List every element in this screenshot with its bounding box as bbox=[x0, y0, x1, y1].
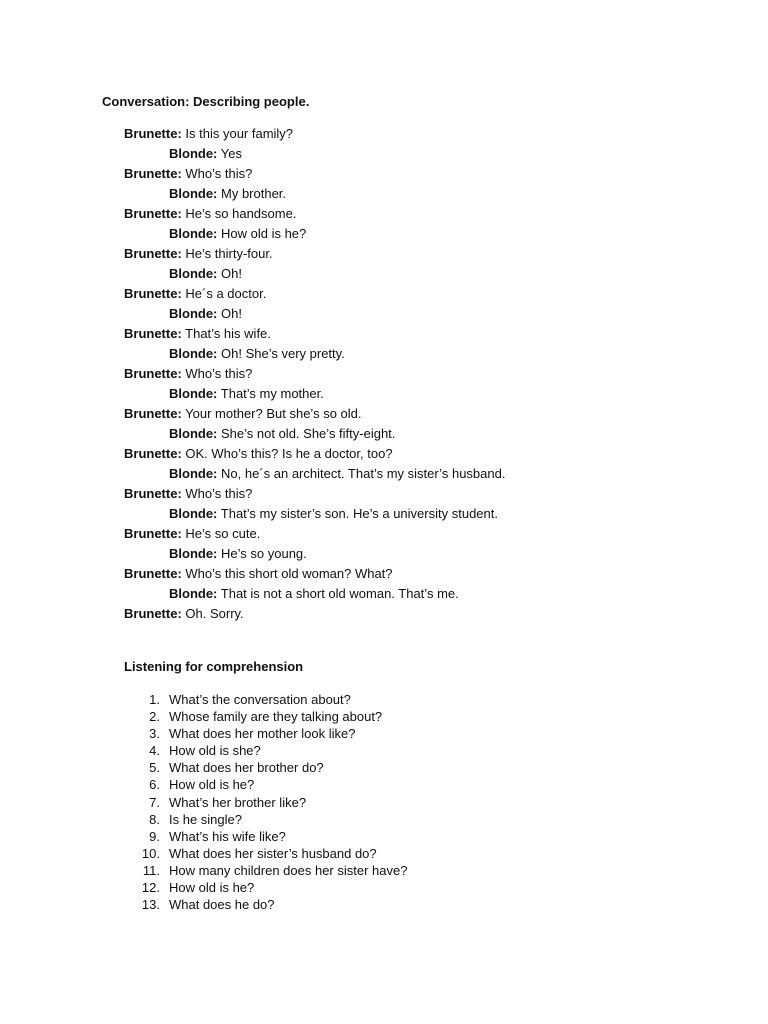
dialogue-text: Who’s this? bbox=[181, 366, 253, 381]
speaker-name: Blonde: bbox=[169, 146, 218, 161]
speaker-name: Blonde: bbox=[169, 306, 218, 321]
dialogue-text: Oh. Sorry. bbox=[181, 606, 244, 621]
question-number: 13. bbox=[141, 897, 160, 913]
speaker-name: Brunette: bbox=[124, 486, 182, 501]
dialogue-line bbox=[0, 246, 768, 266]
dialogue-text: No, he´s an architect. That’s my sister’s husband. bbox=[217, 466, 506, 481]
question-number: 8. bbox=[149, 811, 160, 827]
dialogue-line bbox=[0, 126, 768, 146]
dialogue-line bbox=[0, 306, 768, 326]
question-text: What does her brother do? bbox=[169, 760, 324, 776]
question-item bbox=[0, 846, 768, 863]
question-number: 5. bbox=[149, 760, 160, 776]
dialogue-text: Yes bbox=[217, 146, 242, 161]
question-text: Is he single? bbox=[169, 811, 242, 827]
question-number: 3. bbox=[149, 726, 160, 742]
question-item bbox=[0, 897, 768, 914]
speaker-name: Brunette: bbox=[124, 526, 182, 541]
dialogue-line bbox=[0, 566, 768, 586]
dialogue-line bbox=[0, 466, 768, 486]
dialogue-line bbox=[0, 546, 768, 566]
question-text: How old is he? bbox=[169, 880, 255, 896]
dialogue bbox=[0, 126, 768, 626]
dialogue-text: Who’s this short old woman? What? bbox=[181, 566, 393, 581]
question-item bbox=[0, 777, 768, 794]
speaker-name: Blonde: bbox=[169, 466, 218, 481]
question-number: 6. bbox=[149, 777, 160, 793]
question-number: 9. bbox=[149, 828, 160, 844]
question-item bbox=[0, 880, 768, 897]
speaker-name: Blonde: bbox=[169, 546, 218, 561]
question-item bbox=[0, 863, 768, 880]
dialogue-line bbox=[0, 486, 768, 506]
question-item bbox=[0, 726, 768, 743]
question-text: How old is she? bbox=[169, 743, 261, 759]
question-text: What’s his wife like? bbox=[169, 828, 286, 844]
dialogue-line bbox=[0, 586, 768, 606]
dialogue-text: Who’s this? bbox=[181, 166, 253, 181]
speaker-name: Brunette: bbox=[124, 366, 182, 381]
dialogue-text: Oh! bbox=[217, 306, 242, 321]
question-number: 12. bbox=[141, 880, 160, 896]
dialogue-text: That’s his wife. bbox=[181, 326, 271, 341]
dialogue-text: That’s my sister’s son. He’s a university student. bbox=[217, 506, 498, 521]
dialogue-text: She’s not old. She’s fifty-eight. bbox=[217, 426, 396, 441]
question-number: 1. bbox=[149, 692, 160, 707]
question-item bbox=[0, 760, 768, 777]
question-number: 7. bbox=[149, 794, 160, 810]
dialogue-text: Oh! bbox=[217, 266, 242, 281]
question-text: Whose family are they talking about? bbox=[169, 709, 383, 725]
dialogue-line bbox=[0, 226, 768, 246]
speaker-name: Brunette: bbox=[124, 606, 182, 621]
dialogue-line bbox=[0, 186, 768, 206]
dialogue-text: OK. Who’s this? Is he a doctor, too? bbox=[181, 446, 393, 461]
speaker-name: Blonde: bbox=[169, 426, 218, 441]
speaker-name: Brunette: bbox=[124, 126, 182, 141]
dialogue-text: Oh! She’s very pretty. bbox=[217, 346, 345, 361]
question-text: What’s her brother like? bbox=[169, 794, 307, 810]
dialogue-line bbox=[0, 506, 768, 526]
dialogue-line bbox=[0, 446, 768, 466]
dialogue-line bbox=[0, 326, 768, 346]
question-item bbox=[0, 795, 768, 812]
dialogue-line bbox=[0, 426, 768, 446]
speaker-name: Blonde: bbox=[169, 226, 218, 241]
dialogue-line bbox=[0, 526, 768, 546]
dialogue-text: My brother. bbox=[217, 186, 287, 201]
speaker-name: Brunette: bbox=[124, 446, 182, 461]
dialogue-text: That’s my mother. bbox=[217, 386, 324, 401]
question-text: What’s the conversation about? bbox=[169, 692, 351, 707]
question-text: How old is he? bbox=[169, 777, 255, 793]
dialogue-text: He’s so young. bbox=[217, 546, 307, 561]
question-text: How many children does her sister have? bbox=[169, 862, 408, 878]
speaker-name: Brunette: bbox=[124, 286, 182, 301]
dialogue-text: Is this your family? bbox=[181, 126, 294, 141]
question-item bbox=[0, 743, 768, 760]
dialogue-line bbox=[0, 366, 768, 386]
question-text: What does her sister’s husband do? bbox=[169, 845, 377, 861]
dialogue-text: He´s a doctor. bbox=[181, 286, 267, 301]
dialogue-line bbox=[0, 206, 768, 226]
dialogue-text: Who’s this? bbox=[181, 486, 253, 501]
question-item bbox=[0, 829, 768, 846]
dialogue-text: He’s so cute. bbox=[181, 526, 261, 541]
dialogue-line bbox=[0, 266, 768, 286]
speaker-name: Brunette: bbox=[124, 246, 182, 261]
speaker-name: Brunette: bbox=[124, 206, 182, 221]
dialogue-line bbox=[0, 346, 768, 366]
dialogue-text: He’s so handsome. bbox=[181, 206, 297, 221]
speaker-name: Blonde: bbox=[169, 506, 218, 521]
dialogue-line bbox=[0, 146, 768, 166]
speaker-name: Blonde: bbox=[169, 346, 218, 361]
speaker-name: Blonde: bbox=[169, 266, 218, 281]
question-item bbox=[0, 812, 768, 829]
dialogue-text: He’s thirty-four. bbox=[181, 246, 273, 261]
question-item bbox=[0, 692, 768, 709]
speaker-name: Blonde: bbox=[169, 186, 218, 201]
speaker-name: Brunette: bbox=[124, 326, 182, 341]
speaker-name: Blonde: bbox=[169, 386, 218, 401]
speaker-name: Brunette: bbox=[124, 566, 182, 581]
speaker-name: Brunette: bbox=[124, 406, 182, 421]
question-number: 11. bbox=[142, 862, 160, 878]
question-number: 4. bbox=[149, 743, 160, 759]
speaker-name: Blonde: bbox=[169, 586, 218, 601]
question-number: 2. bbox=[149, 709, 160, 725]
comprehension-title: Listening for comprehension bbox=[124, 659, 304, 674]
question-text: What does he do? bbox=[169, 897, 275, 913]
dialogue-line bbox=[0, 606, 768, 626]
dialogue-text: How old is he? bbox=[217, 226, 307, 241]
question-number: 10. bbox=[141, 845, 160, 861]
dialogue-line bbox=[0, 386, 768, 406]
question-item bbox=[0, 709, 768, 726]
dialogue-text: Your mother? But she’s so old. bbox=[181, 406, 362, 421]
dialogue-line bbox=[0, 286, 768, 306]
dialogue-line bbox=[0, 166, 768, 186]
question-text: What does her mother look like? bbox=[169, 726, 356, 742]
dialogue-line bbox=[0, 406, 768, 426]
speaker-name: Brunette: bbox=[124, 166, 182, 181]
dialogue-text: That is not a short old woman. That’s me. bbox=[217, 586, 459, 601]
document-title: Conversation: Describing people. bbox=[102, 94, 310, 109]
question-list bbox=[0, 692, 768, 914]
